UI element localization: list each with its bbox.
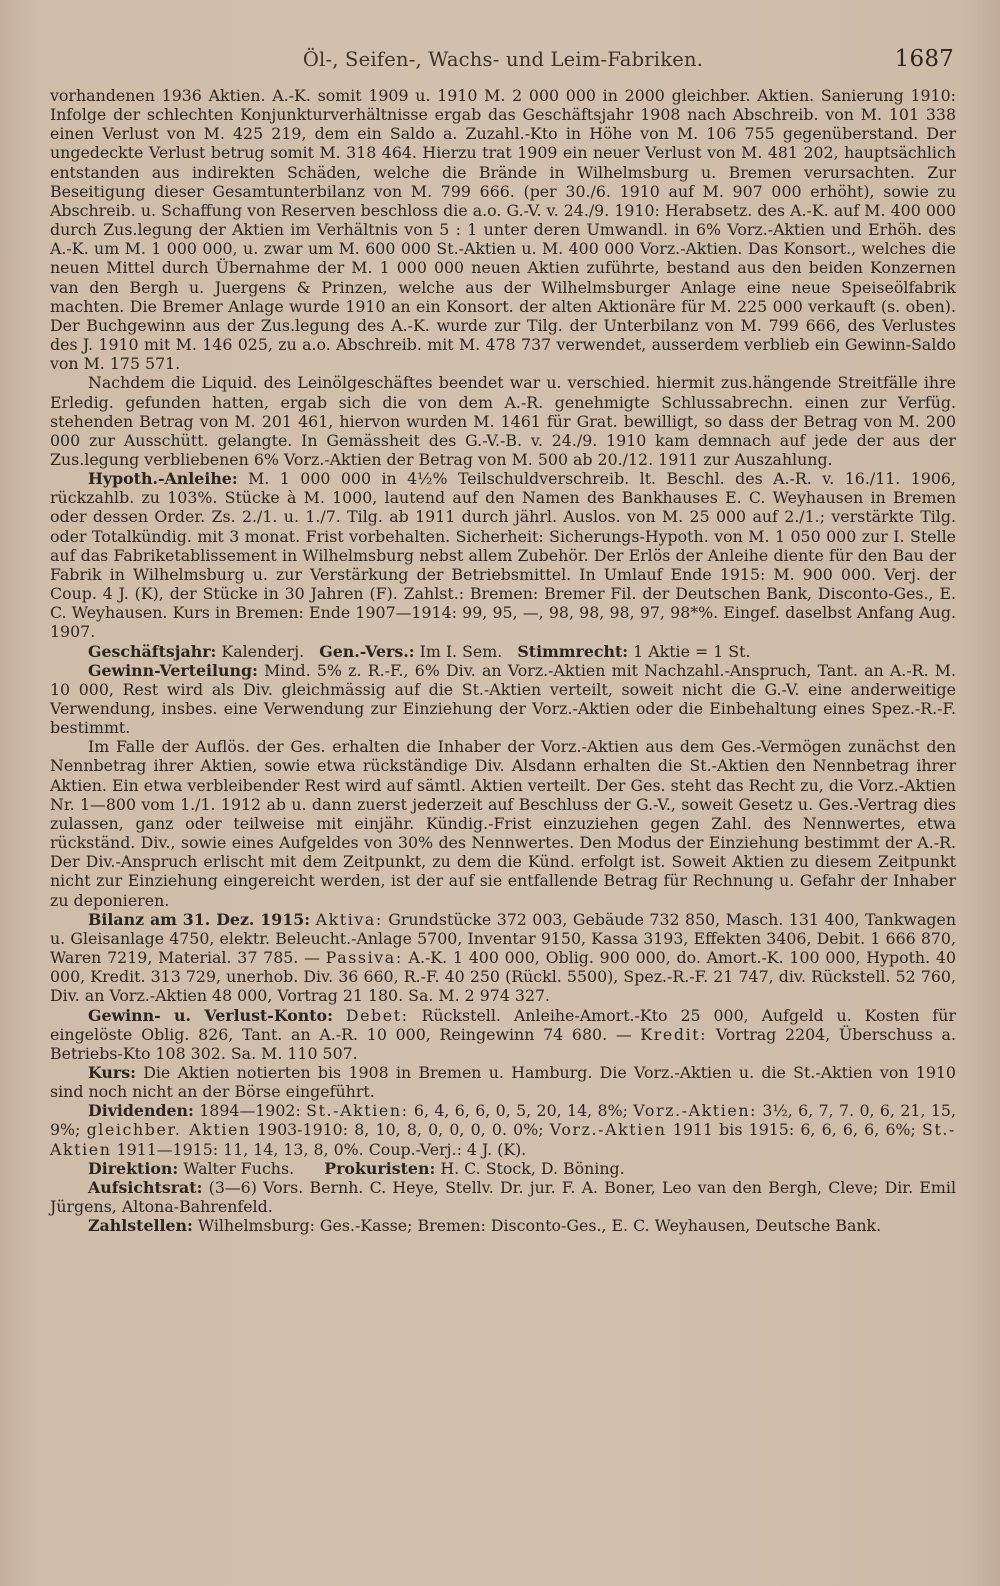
page-number: 1687 [894,46,954,72]
quotation-paragraph [50,1063,956,1101]
dividends-common-1: 6, 4, 6, 6, 0, 5, 20, 14, 8%; [413,1101,628,1121]
voting-right-value: 1 Aktie = 1 St. [633,641,751,661]
dividends-preferred-2: 1911 bis 1915: 6, 6, 6, 6, 6%; [672,1120,916,1140]
fiscal-year-value: Kalenderj. [221,641,305,661]
paying-agents-text: Wilhelmsburg: Ges.-Kasse; Bremen: Disconto-Ges., E. C. Weyhausen, Deutsche Bank. [197,1216,882,1236]
management-label: Direktion: [88,1158,179,1178]
liabilities-text: A.-K. 1 400 000, Oblig. 900 000, do. Amort.-K. 100 000, Hypoth. 40 000, Kredit. 313 729, unerhob. Div. 36 660, R.-F. 40 250 (Rückl. 5500), Spez.-R.-F. 21 747, div. Rückstell. 52 760, Div. an Vorz.-Aktien 48 000, Vortrag 21 180. Sa. M. 2 974 327. [50,948,957,1006]
credit-text: Vortrag 2204, Überschuss a. Betriebs-Kto 108 302. Sa. M. 110 507. [50,1024,956,1063]
profit-distribution-paragraph [50,661,956,738]
supervisory-board-paragraph [50,1178,956,1216]
supervisory-board-text: (3—6) Vors. Bernh. C. Heye, Stellv. Dr. jur. F. A. Boner, Leo van den Bergh, Cleve; Dir. Emil Jürgens, Altona-Bahrenfeld. [50,1177,956,1217]
authorized-officers-label: Prokuristen: [324,1158,436,1178]
page-body [50,86,956,1235]
profit-loss-label: Gewinn- u. Verlust-Konto: [88,1005,333,1025]
authorized-officers-text: H. C. Stock, D. Böning. [440,1158,625,1178]
common-shares-label-2: St.-Aktien [50,1120,956,1159]
assets-label: Aktiva: [315,909,383,929]
supervisory-board-label: Aufsichtsrat: [88,1177,203,1197]
quotation-label: Kurs: [88,1062,136,1082]
profit-distribution-label: Gewinn-Verteilung: [88,660,258,680]
voting-right-label: Stimmrecht: [517,641,629,661]
fiscal-year-label: Geschäftsjahr: [88,641,217,661]
mortgage-loan-paragraph [50,469,956,641]
management-text: Walter Fuchs. [183,1158,295,1178]
balance-sheet-paragraph [50,910,956,1006]
dividends-preferred-1: 3½, 6, 7, 7. 0, 6, 21, 15, 9%; [50,1101,956,1140]
fiscal-info-paragraph [50,642,956,661]
dividends-equal: 1903-1910: 8, 10, 8, 0, 0, 0, 0. 0%; [256,1120,544,1140]
running-title: Öl-, Seifen-, Wachs- und Leim-Fabriken. [302,48,704,71]
preferred-shares-label-2: Vorz.-Aktien [549,1120,667,1140]
liabilities-label: Passiva: [325,948,403,968]
profit-loss-paragraph [50,1006,956,1063]
page-header [50,46,956,86]
dividends-paragraph [50,1101,956,1158]
dissolution-paragraph: Im Falle der Auflös. der Ges. erhalten die Inhaber der Vorz.-Aktien aus dem Ges.-Vermögen zunächst den Nennbetrag ihrer Aktien, sowie etwa rückständige Div. Alsdann erhalten die St.-Aktien den Nennbetrag ihrer Aktien. Ein etwa verbleibender Rest wird auf sämtl. Aktien verteilt. Der Ges. steht das Recht zu, die Vorz.-Aktien Nr. 1—800 vom 1./1. 1912 ab u. dann zuerst jederzeit auf Beschluss der G.-V., soweit Gesetz u. Ges.-Vertrag dies zulassen, ganz oder teilweise mit einjähr. Kündig.-Frist einzuziehen gegen Zahl. des Nennwertes, etwa rückständ. Div., sowie eines Aufgeldes von 30% des Nennwertes. Den Modus der Einziehung bestimmt der A.-R. Der Div.-Anspruch erlischt mit dem Zeitpunkt, zu dem die Künd. erfolgt ist. Soweit Aktien zu diesem Zeitpunkt nicht zur Einziehung eingereicht werden, ist der auf sie entfallende Betrag für Rechnung u. Gefahr der Inhaber zu deponieren. [50,737,956,910]
paying-agents-paragraph [50,1216,956,1235]
dividends-common-2: 1911—1915: 11, 14, 13, 8, 0%. Coup.-Verj.: 4 J. (K). [116,1139,527,1159]
management-paragraph [50,1159,956,1178]
dividends-label: Dividenden: [88,1101,194,1121]
mortgage-loan-label: Hypoth.-Anleihe: [88,469,238,489]
profit-distribution-text: Mind. 5% z. R.-F., 6% Div. an Vorz.-Aktien mit Nachzahl.-Anspruch, Tant. an A.-R. M. 10 000, Rest wird als Div. gleichmässig auf die St.-Aktien verteilt, soweit nicht die G.-V. eine anderweitige Verwendung, insbes. eine Verwendung zur Einziehung der Vorz.-Aktien oder die Einbehaltung eines Spez.-R.-F. bestimmt. [50,660,956,738]
equal-shares-label: gleichber. Aktien [86,1120,251,1140]
assets-text: Grundstücke 372 003, Gebäude 732 850, Masch. 131 400, Tankwagen u. Gleisanlage 4750, elektr. Beleucht.-Anlage 5700, Inventar 9150, Kassa 3193, Effekten 3406, Debit. 1 666 870, Waren 7219, Material. 37 785. — [50,909,957,968]
general-meeting-label: Gen.-Vers.: [319,641,415,661]
quotation-text: Die Aktien notierten bis 1908 in Bremen u. Hamburg. Die Vorz.-Aktien u. die St.-Aktien von 1910 sind noch nicht an der Börse eingeführt. [50,1062,956,1102]
credit-label: Kredit: [640,1024,708,1044]
debit-label: Debet: [345,1005,409,1025]
balance-sheet-label: Bilanz am 31. Dez. 1915: [88,909,311,929]
general-meeting-value: Im I. Sem. [419,641,503,661]
dividends-years-1: 1894—1902: [199,1101,301,1121]
paying-agents-label: Zahlstellen: [88,1216,193,1236]
capital-history-paragraph: vorhandenen 1936 Aktien. A.-K. somit 1909 u. 1910 M. 2 000 000 in 2000 gleichber. Aktien. Sanierung 1910: Infolge der schlechten Konjunkturverhältnisse ergab das Geschäftsjahr 1908 nach Abschreib. von M. 101 338 einen Verlust von M. 425 219, dem ein Saldo a. Zuzahl.-Kto in Höhe von M. 106 755 gegenüberstand. Der ungedeckte Verlust betrug somit M. 318 464. Hierzu trat 1909 ein neuer Verlust von M. 481 202, hauptsächlich entstanden aus indirekten Schäden, welche die Brände in Wilhelmsburg u. Bremen verursachten. Zur Beseitigung dieser Gesamtunterbilanz von M. 799 666. (per 30./6. 1910 auf M. 907 000 erhöht), sowie zu Abschreib. u. Schaffung von Reserven beschloss die a.o. G.-V. v. 24./9. 1910: Herabsetz. des A.-K. auf M. 400 000 durch Zus.legung der Aktien im Verhältnis von 5 : 1 unter deren Umwandl. in 6% Vorz.-Aktien und Erhöh. des A.-K. um M. 1 000 000, u. zwar um M. 600 000 St.-Aktien u. M. 400 000 Vorz.-Aktien. Das Konsort., welches die neuen Mittel durch Übernahme der M. 1 000 000 neuen Aktien zuführte, bestand aus den beiden Konzernen van den Bergh u. Juergens & Prinzen, welche aus der Wilhelmsburger Anlage eine neue Speiseölfabrik machten. Die Bremer Anlage wurde 1910 an ein Konsort. der alten Aktionäre für M. 225 000 verkauft (s. oben). Der Buchgewinn aus der Zus.legung des A.-K. wurde zur Tilg. der Unterbilanz von M. 799 666, des Verlustes des J. 1910 mit M. 146 025, zu a.o. Abschreib. mit M. 478 737 verwendet, ausserdem verblieb ein Gewinn-Saldo von M. 175 571. [50,86,956,374]
mortgage-loan-text: M. 1 000 000 in 4½% Teilschuldverschreib. lt. Beschl. des A.-R. v. 16./11. 1906, rückzahlb. zu 103%. Stücke à M. 1000, lautend auf den Namen des Bankhauses E. C. Weyhausen in Bremen oder dessen Order. Zs. 2./1. u. 1./7. Tilg. ab 1911 durch jährl. Auslos. von M. 25 000 auf 2./1.; verstärkte Tilg. oder Totalkündig. mit 3 monat. Frist vorbehalten. Sicherheit: Sicherungs-Hypoth. von M. 1 050 000 zur I. Stelle auf das Fabriketablissement in Wilhelmsburg nebst allem Zubehör. Der Erlös der Anleihe diente für den Bau der Fabrik in Wilhelmsburg u. zur Verstärkung der Betriebsmittel. In Umlauf Ende 1915: M. 900 000. Verj. der Coup. 4 J. (K), der Stücke in 30 Jahren (F). Zahlst.: Bremen: Bremer Fil. der Deutschen Bank, Disconto-Ges., E. C. Weyhausen. Kurs in Bremen: Ende 1907—1914: 99, 95, —, 98, 98, 98, 97, 98*%. Eingef. daselbst Anfang Aug. 1907. [50,469,956,642]
preferred-shares-label: Vorz.-Aktien: [633,1101,758,1121]
liquidation-paragraph: Nachdem die Liquid. des Leinölgeschäftes beendet war u. verschied. hiermit zus.hängende Streitfälle ihre Erledig. gefunden hatten, ergab sich die von dem A.-R. genehmigte Schlussabrechn. einen zur Verfüg. stehenden Betrag von M. 201 461, hiervon wurden M. 1461 für Grat. bewilligt, so dass der Betrag von M. 200 000 zur Ausschütt. gelangte. In Gemässheit des G.-V.-B. v. 24./9. 1910 kam demnach auf jede der aus der Zus.legung verbliebenen 6% Vorz.-Aktien der Betrag von M. 500 ab 20./12. 1911 zur Auszahlung. [50,373,956,469]
common-shares-label: St.-Aktien: [306,1101,409,1121]
debit-text: Rückstell. Anleihe-Amort.-Kto 25 000, Aufgeld u. Kosten für eingelöste Oblig. 826, Tant. an A.-R. 10 000, Reingewinn 74 680. — [50,1005,956,1044]
